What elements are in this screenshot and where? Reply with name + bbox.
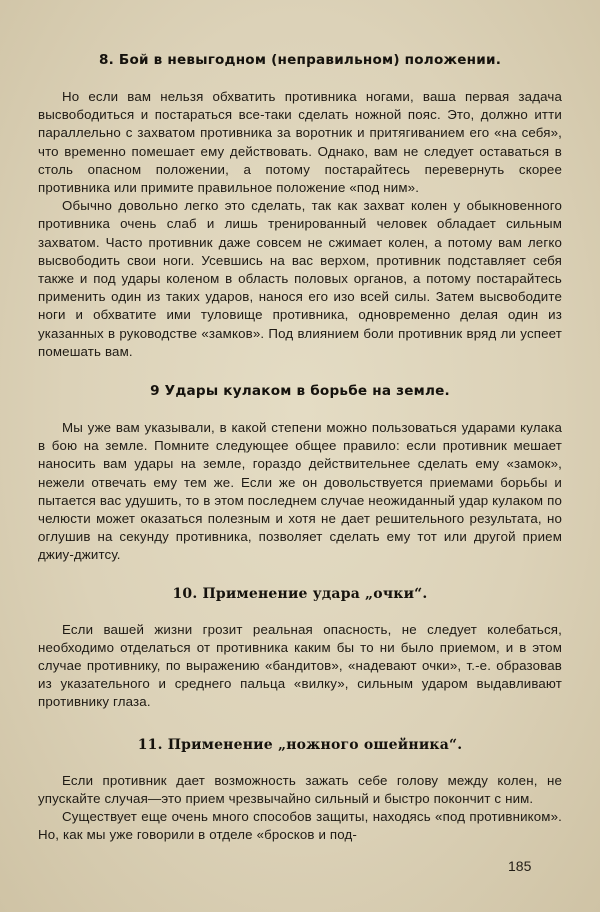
section-10-paragraph-1: Если вашей жизни грозит реальная опасность, не следует колебаться, необходимо отделаться от противника каким бы то ни было приемом, и в этом случае противнику, по выражению «бандитов», «надевают очки», т.-е. образовав из указательного и среднего пальца «вилку», сильным ударом выдавливают противнику глаза. xyxy=(38,621,562,710)
section-8-title: 8. Бой в невыгодном (неправильном) положении. xyxy=(98,52,502,68)
page-content xyxy=(38,52,562,845)
section-10-title: 10. Применение удара „очки“. xyxy=(172,585,428,602)
page-number: 185 xyxy=(508,858,532,874)
section-11-paragraph-1: Если противник дает возможность зажать себе голову между колен, не упускайте случая—это прием чрезвычайно сильный и быстро покончит с ним. xyxy=(38,772,562,806)
section-11-title: 11. Применение „ножного ошейника“. xyxy=(137,736,463,753)
section-8-paragraph-2: Обычно довольно легко это сделать, так как захват колен у обыкновенного противника очень слаб и лишь тренированный человек обладает сильным захватом. Часто противник даже совсем не сжимает колен, а потому вам легко высвободить свои ноги. Усевшись на вас верхом, противник подставляет себя также и под удары коленом в область половых органов, а потому постарайтесь применить один из таких ударов, нанося его изо всей силы. Затем высвободите ноги и обхватите ими туловище противника, одновременно делая один из указанных в руководстве «замков». Под влиянием боли противник вряд ли успеет помешать вам. xyxy=(38,198,562,359)
section-9-title: 9 Удары кулаком в борьбе на земле. xyxy=(150,383,450,400)
section-9-paragraph-1: Мы уже вам указывали, в какой степени можно пользоваться ударами кулака в бою на земле. Помните следующее общее правило: если противник мешает наносить вам удары на земле, гораздо действительнее сделать ему «замок», нежели отвечать ему тем же. Если же он довольствуется приемами борьбы и пытается вас удушить, то в этом последнем случае неожиданный удар кулаком по челюсти может оказаться полезным и хотя не дает решительного результата, но оглушив на секунду противника, позволяет сделать ему тот или другой прием джиу-джитсу. xyxy=(38,420,562,563)
section-8-paragraph-1: Но если вам нельзя обхватить противника ногами, ваша первая задача высвободиться и постараться все-таки сделать ножной пояс. Это, должно итти параллельно с захватом противника за воротник и притягиванием его «на себя», что временно помешает ему действовать. Однако, вам не следует оставаться в столь опасном положении, а потому постарайтесь перевернуть скорее противника или примите правильное положение «под ним». xyxy=(38,89,562,196)
section-11-paragraph-2: Существует еще очень много способов защиты, находясь «под противником». Но, как мы уже говорили в отделе «бросков и под- xyxy=(38,809,562,843)
